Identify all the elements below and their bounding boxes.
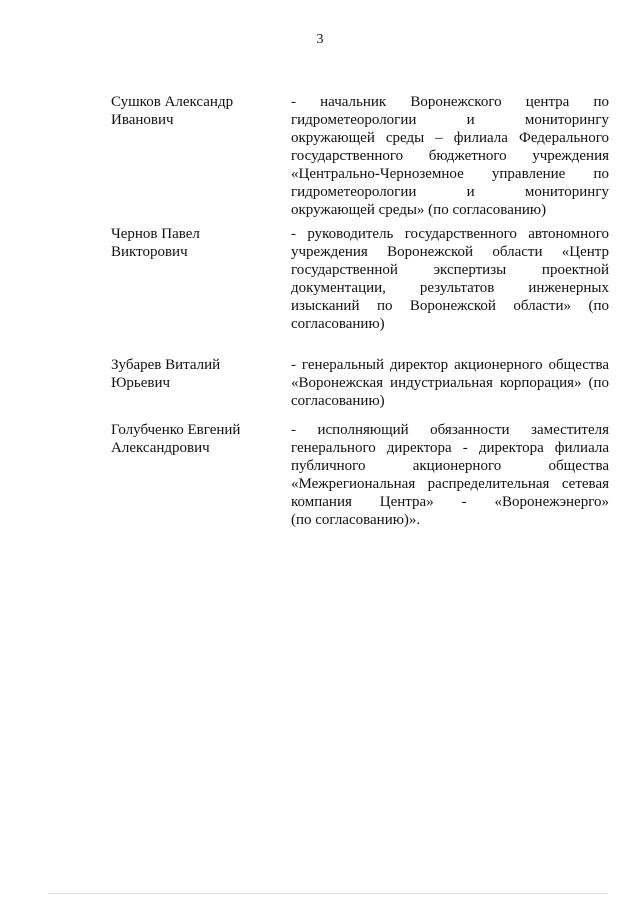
scan-edge-divider — [48, 893, 608, 894]
position-line: - исполняющий обязанности заместителя — [291, 422, 609, 438]
member-name: Сушков Александр Иванович — [111, 94, 234, 128]
member-name: Чернов Павел Викторович — [111, 226, 200, 260]
position-line: - начальник Воронежского центра по — [291, 94, 609, 110]
member-position — [291, 421, 609, 529]
position-line: документации, результатов инженерных — [291, 280, 609, 296]
position-line: - генеральный директор акционерного общества — [291, 357, 609, 373]
position-line: согласованию) — [291, 393, 385, 409]
position-line: согласованию) — [291, 316, 385, 332]
position-line: гидрометеорологии и мониторингу — [291, 112, 609, 128]
page-number: 3 — [316, 32, 324, 47]
position-line: окружающей среды – филиала Федерального — [291, 130, 609, 146]
member-name: Голубченко Евгений Александрович — [111, 422, 241, 456]
position-line: «Воронежская индустриальная корпорация» (по — [291, 375, 609, 391]
position-line: генерального директора - директора филиала — [291, 440, 609, 456]
position-line: изысканий по Воронежской области» (по — [291, 298, 609, 314]
position-line: окружающей среды» (по согласованию) — [291, 202, 547, 218]
position-line: гидрометеорологии и мониторингу — [291, 184, 609, 200]
position-line: - руководитель государственного автономного — [291, 226, 609, 242]
position-line: публичного акционерного общества — [291, 458, 609, 474]
member-position — [291, 225, 609, 333]
member-name: Зубарев Виталий Юрьевич — [111, 357, 221, 391]
position-line: (по согласованию)». — [291, 512, 421, 528]
member-position — [291, 356, 609, 410]
position-line: государственного бюджетного учреждения — [291, 148, 609, 164]
position-line: «Центрально-Черноземное управление по — [291, 166, 609, 182]
position-line: «Межрегиональная распределительная сетевая — [291, 476, 609, 492]
position-line: государственной экспертизы проектной — [291, 262, 609, 278]
position-line: компания Центра» - «Воронежэнерго» — [291, 494, 609, 510]
member-position — [291, 93, 609, 219]
position-line: учреждения Воронежской области «Центр — [291, 244, 609, 260]
